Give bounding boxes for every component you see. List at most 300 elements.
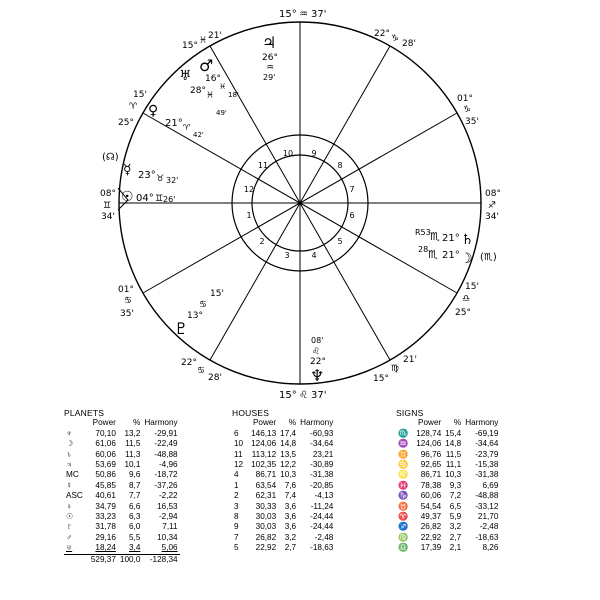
table-row xyxy=(232,543,335,553)
row-value: 10,34 xyxy=(157,532,178,542)
cusp-6-degree: 25° xyxy=(455,308,471,318)
row-value: 3,6 xyxy=(284,522,297,532)
row-value: 40,61 xyxy=(95,491,116,501)
row-label: ♊ xyxy=(398,449,409,459)
cusp-9-minute: 15' xyxy=(133,90,147,100)
table-row xyxy=(232,460,335,470)
row-label: ♐ xyxy=(398,522,409,532)
row-value: 15,4 xyxy=(445,428,462,438)
row-value: 100,0 xyxy=(119,554,141,564)
row-value: 102,35 xyxy=(251,460,277,470)
row-value: 96,76 xyxy=(420,449,442,459)
table-row xyxy=(396,491,500,501)
row-value: 6,0 xyxy=(129,522,141,532)
table-row xyxy=(396,512,500,522)
sun-sign: ♊ xyxy=(155,194,164,204)
row-value: -24,44 xyxy=(310,512,334,522)
table-row xyxy=(232,481,335,491)
cusp-6-minute: 15' xyxy=(465,282,479,292)
ic-sign: ♌ xyxy=(299,390,308,400)
row-value: 9,6 xyxy=(129,470,141,480)
cusp-2-minute: 35' xyxy=(120,309,134,319)
cusp-2-degree: 01° xyxy=(118,285,134,295)
row-label: 4 xyxy=(234,470,239,480)
table-row xyxy=(396,522,500,532)
row-value: 60,06 xyxy=(95,449,116,459)
row-label: ♒ xyxy=(398,439,409,449)
row-value: -33,12 xyxy=(475,501,499,511)
row-value: 6,5 xyxy=(449,501,462,511)
sun-icon: ☉ xyxy=(121,189,134,205)
mars-minute: 18' xyxy=(228,91,239,99)
jupiter-icon: ♃ xyxy=(262,33,277,52)
moon-position xyxy=(418,245,473,267)
cusp-11-degree: 22° xyxy=(374,29,390,39)
table-row xyxy=(396,502,500,512)
pluto-position xyxy=(174,289,224,338)
row-label xyxy=(64,554,89,565)
table-row xyxy=(64,439,180,449)
column-header: Power xyxy=(418,418,442,428)
row-value: 124,06 xyxy=(251,439,277,449)
row-value: 21,70 xyxy=(477,512,499,522)
row-label: ♌ xyxy=(398,470,409,480)
cusp-9-sign: ♈ xyxy=(129,102,138,112)
signs-table xyxy=(396,408,500,554)
planets-table-title: PLANETS xyxy=(64,408,105,418)
cusp-5-sign: ♍ xyxy=(391,364,400,374)
header-row xyxy=(64,418,180,428)
table-row xyxy=(64,512,180,522)
row-value: -31,38 xyxy=(310,470,334,480)
table-row xyxy=(64,491,180,501)
house-number-6: 6 xyxy=(349,211,355,220)
asc-degree: 08° xyxy=(100,189,116,199)
row-value: 30,33 xyxy=(255,501,277,511)
table-row xyxy=(64,450,180,460)
house-number-2: 2 xyxy=(259,237,265,246)
cusp-3-sign: ♋ xyxy=(197,366,206,376)
cusp-11-minute: 28' xyxy=(402,39,416,49)
row-label: ♓ xyxy=(398,480,409,490)
row-value: 23,21 xyxy=(312,449,334,459)
houses-table-title: HOUSES xyxy=(232,408,270,418)
cusp-2-sign: ♋ xyxy=(124,296,133,306)
houses-table-body xyxy=(232,429,335,554)
house-number-7: 7 xyxy=(349,185,355,194)
row-value: 7,6 xyxy=(284,480,297,490)
row-value: 13,5 xyxy=(280,449,297,459)
table-row xyxy=(396,460,500,470)
cusp-12-sign: ♑ xyxy=(463,105,472,115)
table-row xyxy=(64,460,180,470)
row-value: 26,82 xyxy=(420,522,442,532)
cusp-12-degree: 01° xyxy=(457,94,473,104)
table-total-row xyxy=(64,554,180,565)
saturn-sign: ♏ xyxy=(430,230,440,243)
row-value: 60,06 xyxy=(420,491,442,501)
dsc-degree: 08° xyxy=(485,189,501,199)
row-value: 61,06 xyxy=(95,439,116,449)
cusp-8-degree: 15° xyxy=(182,41,198,51)
row-label: 6 xyxy=(234,428,239,438)
row-value: 18,24 xyxy=(95,543,116,553)
row-value: -60,93 xyxy=(310,428,334,438)
row-value: -11,24 xyxy=(310,501,334,511)
ic-degree: 15° xyxy=(279,390,297,400)
venus-sign: ♈ xyxy=(183,123,191,132)
row-label: ♑ xyxy=(398,491,409,501)
mars-icon: ♂ xyxy=(199,56,214,75)
row-value: -23,79 xyxy=(475,449,499,459)
signs-table-title: SIGNS xyxy=(396,408,424,418)
table-row xyxy=(396,543,500,553)
pluto-degree: 13° xyxy=(187,311,203,321)
cusp-11-sign: ♑ xyxy=(391,34,400,44)
uranus-sign: ♓ xyxy=(206,91,215,101)
pluto-sign: ♋ xyxy=(199,300,208,310)
house-number-1: 1 xyxy=(246,211,252,220)
uranus-degree: 28° xyxy=(190,86,206,96)
column-header: Power xyxy=(92,418,116,428)
row-label: MC xyxy=(66,470,79,480)
cusp-3-minute: 28' xyxy=(208,373,222,383)
row-value: -37,26 xyxy=(154,480,178,490)
row-value: -2,48 xyxy=(479,522,499,532)
lunar-node-label: (☊) xyxy=(102,152,119,163)
table-row xyxy=(396,533,500,543)
row-value: 124,06 xyxy=(416,439,442,449)
sun-minute: 26' xyxy=(163,195,176,204)
row-label: 7 xyxy=(234,532,239,542)
jupiter-position xyxy=(262,33,278,82)
row-label: 12 xyxy=(234,460,244,470)
table-row xyxy=(232,502,335,512)
column-header: % xyxy=(288,418,297,428)
table-row xyxy=(64,543,180,554)
column-header: Harmony xyxy=(465,418,499,428)
cusp-5-degree: 15° xyxy=(373,374,389,384)
table-row xyxy=(64,533,180,543)
pluto-icon: ♇ xyxy=(174,319,189,338)
table-row xyxy=(64,502,180,512)
cusp-9-degree: 25° xyxy=(118,118,134,128)
row-value: 86,71 xyxy=(420,470,442,480)
row-value: -31,38 xyxy=(475,470,499,480)
row-value: -34,64 xyxy=(310,439,334,449)
table-row xyxy=(64,481,180,491)
cusp-8-minute: 21' xyxy=(208,31,222,41)
cusp-3-degree: 22° xyxy=(181,358,197,368)
row-value: -18,63 xyxy=(475,532,499,542)
house-number-3: 3 xyxy=(284,251,290,260)
row-value: 5,5 xyxy=(129,532,141,542)
row-value: 7,11 xyxy=(162,522,178,532)
table-row xyxy=(396,470,500,480)
row-value: -18,63 xyxy=(310,543,334,553)
row-label: 3 xyxy=(234,501,239,511)
row-value: -4,96 xyxy=(158,460,178,470)
row-value: 3,6 xyxy=(284,501,297,511)
row-value: 22,92 xyxy=(255,543,277,553)
row-value: 30,03 xyxy=(255,522,277,532)
row-value: 78,38 xyxy=(420,480,442,490)
row-label: ☿ xyxy=(66,480,73,490)
table-row xyxy=(396,429,500,439)
mc-minute: 37' xyxy=(311,9,327,20)
row-value: 54,54 xyxy=(420,501,442,511)
row-value: -2,22 xyxy=(158,491,178,501)
row-value: 62,31 xyxy=(255,491,277,501)
row-label: ♄ xyxy=(66,449,73,459)
column-header xyxy=(232,418,249,428)
jupiter-degree: 26° xyxy=(262,53,278,63)
neptune-degree: 22° xyxy=(310,357,326,367)
table-row xyxy=(396,439,500,449)
saturn-retro-text: R53 xyxy=(415,228,431,237)
mc-sign: ♒ xyxy=(299,9,308,20)
row-value: 2,7 xyxy=(284,543,297,553)
moon-degree: 21° xyxy=(442,250,460,261)
row-value: -20,85 xyxy=(310,480,334,490)
row-label: 8 xyxy=(234,512,239,522)
row-value: 86,71 xyxy=(255,470,277,480)
house-number-4: 4 xyxy=(311,251,317,260)
cusp-8-sign: ♓ xyxy=(199,36,208,46)
row-value: 30,03 xyxy=(255,512,277,522)
row-label: ♉ xyxy=(398,501,409,511)
row-value: 16,53 xyxy=(157,501,178,511)
row-value: 5,9 xyxy=(449,512,462,522)
row-value: -22,49 xyxy=(154,439,178,449)
moon-pre: 28 xyxy=(418,245,429,254)
row-value: 2,7 xyxy=(449,532,462,542)
stats-tables xyxy=(0,400,600,600)
mars-sign: ♓ xyxy=(219,82,227,91)
row-label: ♃ xyxy=(66,460,73,470)
row-value: -2,48 xyxy=(314,532,334,542)
row-label: ♏ xyxy=(398,428,409,438)
row-value: 3,6 xyxy=(284,512,297,522)
row-value: 6,6 xyxy=(129,501,141,511)
house-number-8: 8 xyxy=(337,161,343,170)
row-value: 11,5 xyxy=(125,439,141,449)
column-header xyxy=(396,418,414,428)
row-value: 92,65 xyxy=(420,460,442,470)
row-value: 33,23 xyxy=(95,512,116,522)
row-value: 7,7 xyxy=(129,491,141,501)
table-row xyxy=(232,439,335,449)
row-label: ♀ xyxy=(66,501,73,511)
houses-table xyxy=(232,408,335,554)
row-value: 8,7 xyxy=(129,480,141,490)
mercury-icon: ☿ xyxy=(123,162,132,178)
table-row xyxy=(396,481,500,491)
row-label: ♈ xyxy=(398,512,409,522)
row-value: 10,3 xyxy=(280,470,297,480)
row-value: 17,4 xyxy=(280,428,297,438)
row-value: 6,3 xyxy=(129,512,141,522)
row-value: 6,69 xyxy=(482,480,499,490)
row-label: 2 xyxy=(234,491,239,501)
row-value: 8,26 xyxy=(482,543,499,553)
table-row xyxy=(64,522,180,532)
table-row xyxy=(232,470,335,480)
house-number-5: 5 xyxy=(337,237,343,246)
row-label: 5 xyxy=(234,543,239,553)
row-value: 11,3 xyxy=(125,449,141,459)
saturn-degree: 21° xyxy=(442,233,460,244)
scorpio-sign-label: (♏) xyxy=(480,252,497,263)
column-header xyxy=(64,418,89,428)
house-number-9: 9 xyxy=(311,149,317,158)
mars-degree: 16° xyxy=(205,74,221,84)
row-label: ♋ xyxy=(398,460,409,470)
planets-table xyxy=(64,408,180,565)
table-row xyxy=(232,512,335,522)
mercury-minute: 32' xyxy=(166,176,179,185)
row-value: 5,06 xyxy=(161,543,178,553)
row-value: -48,88 xyxy=(475,491,499,501)
uranus-icon: ♅ xyxy=(179,68,192,84)
row-value: -69,19 xyxy=(475,428,499,438)
row-value: 3,2 xyxy=(449,522,462,532)
row-value: -34,64 xyxy=(475,439,499,449)
table-row xyxy=(396,450,500,460)
row-label: ♆ xyxy=(66,428,73,438)
column-header: Harmony xyxy=(144,418,178,428)
row-value: 45,85 xyxy=(95,480,116,490)
row-value: 53,69 xyxy=(95,460,116,470)
table-row xyxy=(232,491,335,501)
sun-position xyxy=(121,189,175,205)
cusp-5-minute: 21' xyxy=(403,355,417,365)
row-value: 10,1 xyxy=(124,460,141,470)
row-value: -4,13 xyxy=(314,491,334,501)
moon-sign: ♏ xyxy=(428,248,438,261)
row-value: 17,39 xyxy=(420,543,442,553)
house-number-10: 10 xyxy=(282,149,294,158)
neptune-position xyxy=(310,336,326,385)
row-value: 49,37 xyxy=(420,512,442,522)
header-row xyxy=(232,418,335,428)
house-number-11: 11 xyxy=(257,161,269,170)
row-value: 22,92 xyxy=(420,532,442,542)
table-row xyxy=(232,429,335,439)
row-label: 1 xyxy=(234,480,239,490)
row-value: 3,2 xyxy=(284,532,297,542)
table-row xyxy=(232,522,335,532)
row-value: 31,78 xyxy=(95,522,116,532)
mc-degree: 15° xyxy=(279,9,297,20)
neptune-icon: ♆ xyxy=(310,366,325,385)
row-value: 2,1 xyxy=(449,543,462,553)
row-value: 10,3 xyxy=(445,470,462,480)
row-value: -15,38 xyxy=(475,460,499,470)
row-value: 63,54 xyxy=(255,480,277,490)
row-value: 113,12 xyxy=(251,449,277,459)
mercury-position xyxy=(123,162,178,185)
row-value: -18,72 xyxy=(154,470,178,480)
row-label: ASC xyxy=(66,491,83,501)
asc-sign: ♊ xyxy=(103,201,112,211)
row-value: 9,3 xyxy=(449,480,462,490)
row-value: 70,10 xyxy=(95,428,116,438)
sun-degree: 04° xyxy=(136,193,154,204)
row-value: 7,2 xyxy=(449,491,462,501)
mercury-degree: 23° xyxy=(138,170,156,181)
row-value: 11,1 xyxy=(445,460,462,470)
row-value: 13,2 xyxy=(124,428,141,438)
row-value: 529,37 xyxy=(90,554,116,564)
row-label: 9 xyxy=(234,522,239,532)
row-label: 10 xyxy=(234,439,244,449)
planets-table-body xyxy=(64,429,180,565)
row-label: ♍ xyxy=(398,532,409,542)
row-value: 50,86 xyxy=(95,470,116,480)
neptune-sign: ♌ xyxy=(312,347,321,357)
ic-minute: 37' xyxy=(311,390,327,400)
column-header: Harmony xyxy=(300,418,334,428)
signs-table-header xyxy=(396,418,500,428)
venus-degree: 21° xyxy=(165,118,183,129)
row-value: 146,13 xyxy=(251,428,277,438)
row-value: -30,89 xyxy=(310,460,334,470)
row-value: -2,94 xyxy=(158,512,178,522)
table-row xyxy=(64,429,180,439)
house-number-12: 12 xyxy=(243,185,255,194)
row-value: 29,16 xyxy=(95,532,116,542)
row-value: 34,79 xyxy=(95,501,116,511)
saturn-icon: ♄ xyxy=(461,232,474,248)
row-label: ♎ xyxy=(398,543,409,553)
mars-minute-secondary: 49' xyxy=(216,109,227,117)
row-value: 26,82 xyxy=(255,532,277,542)
dsc-minute: 34' xyxy=(485,212,499,222)
column-header: % xyxy=(133,418,141,428)
row-value: -48,88 xyxy=(154,449,178,459)
row-value: 7,4 xyxy=(284,491,297,501)
row-value: 128,74 xyxy=(416,428,442,438)
table-row xyxy=(232,450,335,460)
moon-icon: ☽ xyxy=(460,251,473,267)
row-value: 11,5 xyxy=(445,449,462,459)
row-value: 3,4 xyxy=(129,543,141,553)
venus-minute: 42' xyxy=(193,131,204,139)
header-row xyxy=(396,418,500,428)
row-value: -128,34 xyxy=(142,554,179,565)
row-value: 14,8 xyxy=(280,439,297,449)
table-row xyxy=(232,533,335,543)
table-row xyxy=(64,470,180,480)
column-header: Power xyxy=(252,418,277,428)
dsc-sign: ♐ xyxy=(488,201,497,211)
pluto-minute: 15' xyxy=(210,289,224,299)
planets-table-header xyxy=(64,418,180,428)
column-header: % xyxy=(453,418,462,428)
row-value: -29,91 xyxy=(154,428,178,438)
row-label: ♅ xyxy=(66,543,73,553)
asc-minute: 34' xyxy=(101,212,115,222)
cusp-6-sign: ♎ xyxy=(462,294,471,304)
houses-table-header xyxy=(232,418,335,428)
venus-icon: ♀ xyxy=(148,103,159,119)
mercury-sign: ♉ xyxy=(156,174,165,184)
row-label: ♂ xyxy=(66,532,73,542)
neptune-minute: 08' xyxy=(311,336,324,345)
row-value: 12,2 xyxy=(280,460,297,470)
row-value: 14,8 xyxy=(445,439,462,449)
